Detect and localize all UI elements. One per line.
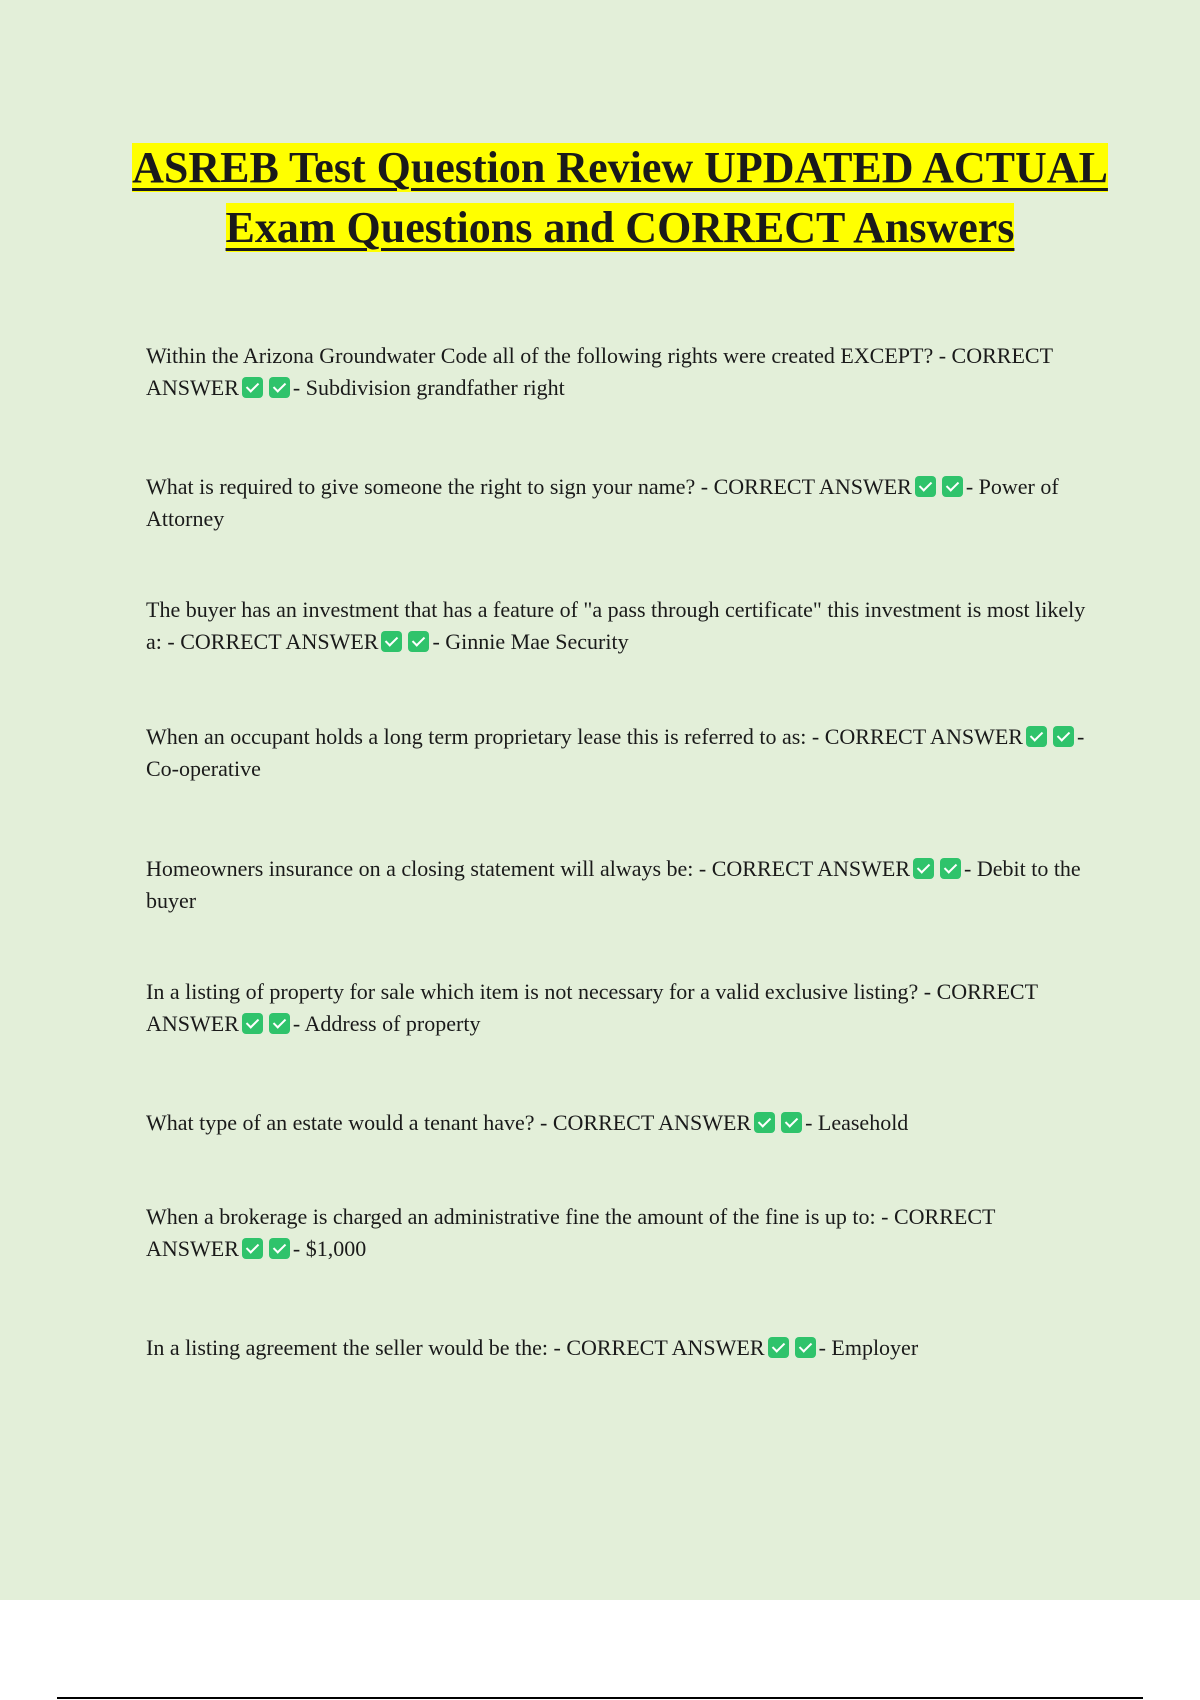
qa-item (146, 1201, 1086, 1265)
check-mark-icon (754, 1112, 775, 1133)
question-text: Within the Arizona Groundwater Code all of the following rights were created EXCEPT? - (146, 343, 947, 368)
answer-text: - $1,000 (292, 1236, 367, 1261)
correct-answer-label: CORRECT ANSWER (552, 1110, 752, 1135)
check-mark-icon (242, 1238, 263, 1259)
question-text: When an occupant holds a long term proprietary lease this is referred to as: - (146, 724, 820, 749)
question-text: What type of an estate would a tenant have? - (146, 1110, 548, 1135)
check-mark-icon (913, 858, 934, 879)
check-mark-icon (381, 631, 402, 652)
check-mark-icon (1026, 726, 1047, 747)
correct-answer-label: CORRECT ANSWER (824, 724, 1023, 749)
check-mark-icon (269, 1238, 290, 1259)
check-mark-icon (940, 858, 961, 879)
document-title (120, 138, 1120, 258)
question-text: When a brokerage is charged an administrative fine the amount of the fine is up to: - (146, 1204, 889, 1229)
correct-answer-label: CORRECT ANSWER (711, 856, 910, 881)
check-mark-icon (768, 1337, 789, 1358)
qa-item (146, 853, 1086, 917)
question-text: The buyer has an investment that has a feature of "a pass through certificate" this investment is most likely a: - (146, 597, 1086, 654)
check-mark-icon (242, 377, 263, 398)
answer-text: - Ginnie Mae Security (432, 629, 629, 654)
qa-item (146, 471, 1086, 535)
qa-item (146, 1107, 1086, 1139)
check-mark-icon (942, 476, 963, 497)
answer-text: - Subdivision grandfather right (292, 375, 565, 400)
answer-text: - Power of Attorney (146, 474, 1059, 531)
title-highlight: ASREB Test Question Review UPDATED ACTUAL Exam Questions and CORRECT Answers (132, 143, 1108, 252)
check-mark-icon (408, 631, 429, 652)
qa-item (146, 594, 1086, 658)
correct-answer-label: CORRECT ANSWER (146, 343, 1053, 400)
qa-item (146, 1332, 1086, 1364)
correct-answer-label: CORRECT ANSWER (146, 1204, 996, 1261)
correct-answer-label: CORRECT ANSWER (566, 1335, 765, 1360)
check-mark-icon (781, 1112, 802, 1133)
qa-item (146, 976, 1086, 1040)
footer-rule (57, 1697, 1143, 1699)
answer-text: - Debit to the buyer (146, 856, 1081, 913)
answer-text: - Co-operative (146, 724, 1085, 781)
answer-text: - Address of property (292, 1011, 481, 1036)
question-text: In a listing of property for sale which item is not necessary for a valid exclusive listing? - (146, 979, 932, 1004)
correct-answer-label: CORRECT ANSWER (713, 474, 912, 499)
check-mark-icon (269, 377, 290, 398)
answer-text: - Employer (818, 1335, 919, 1360)
answer-text: - Leasehold (805, 1110, 909, 1135)
check-mark-icon (795, 1337, 816, 1358)
qa-item (146, 340, 1086, 404)
qa-item (146, 721, 1086, 785)
correct-answer-label: CORRECT ANSWER (180, 629, 379, 654)
correct-answer-label: CORRECT ANSWER (146, 979, 1038, 1036)
question-text: In a listing agreement the seller would be the: - (146, 1335, 561, 1360)
question-text: What is required to give someone the right to sign your name? - (146, 474, 709, 499)
question-text: Homeowners insurance on a closing statement will always be: - (146, 856, 707, 881)
check-mark-icon (242, 1013, 263, 1034)
check-mark-icon (1053, 726, 1074, 747)
check-mark-icon (269, 1013, 290, 1034)
check-mark-icon (915, 476, 936, 497)
